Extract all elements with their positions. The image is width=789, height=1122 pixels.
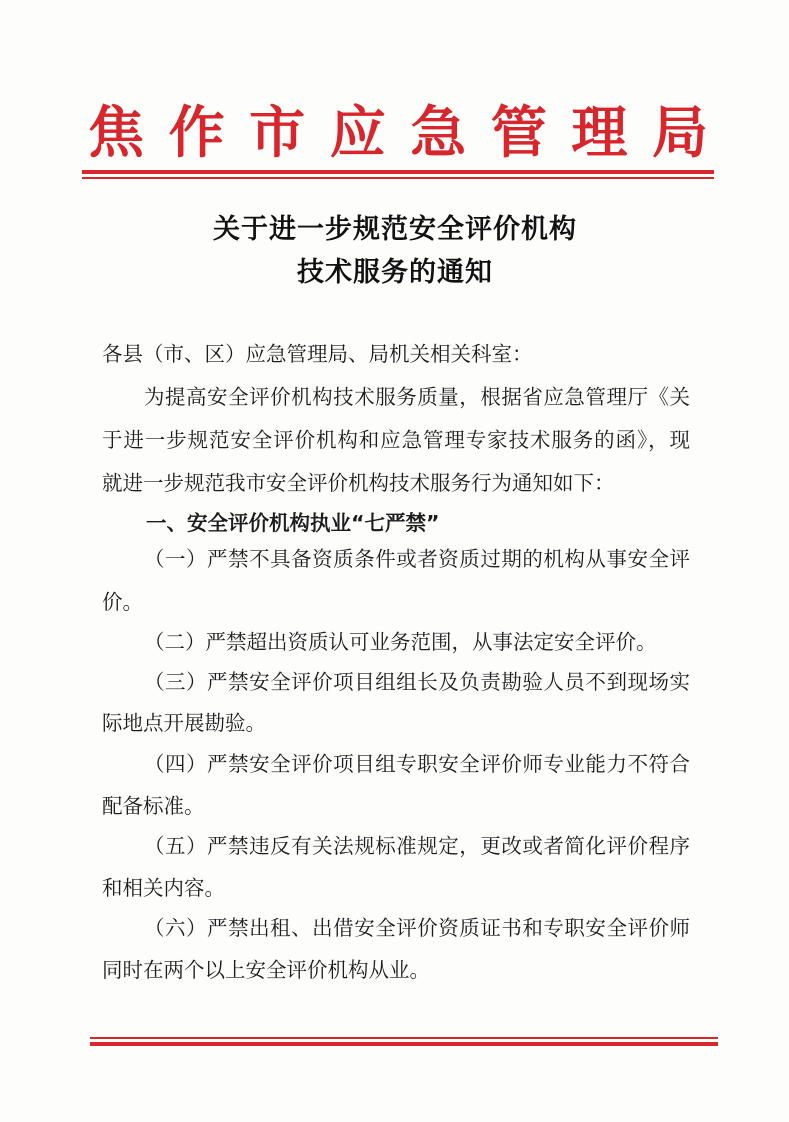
- item-line: 配备标准。: [102, 794, 205, 818]
- item-line: 和相关内容。: [102, 876, 225, 900]
- document-title-line-2: 技术服务的通知: [297, 257, 493, 288]
- agency-char: 焦: [88, 100, 144, 166]
- header-divider-thin: [82, 177, 714, 179]
- item-line: 际地点开展勘验。: [102, 711, 266, 735]
- agency-char: 理: [571, 100, 628, 166]
- section-heading: 一、安全评价机构执业“七严禁”: [146, 511, 440, 535]
- agency-char: 市: [249, 100, 306, 166]
- item-line: （三）严禁安全评价项目组组长及负责勘验人员不到现场实: [144, 670, 690, 694]
- item-line: （一）严禁不具备资质条件或者资质过期的机构从事安全评: [144, 547, 690, 571]
- agency-char: 管: [490, 100, 547, 166]
- item-line: （六）严禁出租、出借安全评价资质证书和专职安全评价师: [144, 916, 690, 940]
- footer-divider-thin: [90, 1037, 718, 1039]
- intro-line: 于进一步规范安全评价机构和应急管理专家技术服务的函》，现: [102, 428, 690, 452]
- agency-char: 急: [410, 100, 467, 166]
- salutation: 各县（市、区）应急管理局、局机关相关科室：: [102, 342, 533, 366]
- item-line: 同时在两个以上安全评价机构从业。: [102, 958, 430, 982]
- intro-line: 为提高安全评价机构技术服务质量，根据省应急管理厅《关: [144, 385, 690, 409]
- item-line: （二）严禁超出资质认可业务范围，从事法定安全评价。: [144, 630, 657, 654]
- item-line: （五）严禁违反有关法规标准规定，更改或者简化评价程序: [144, 834, 690, 858]
- header-divider-thick: [82, 170, 714, 174]
- agency-char: 作: [168, 100, 225, 166]
- issuing-agency-header: [88, 98, 708, 168]
- item-line: 价。: [102, 590, 143, 614]
- intro-line: 就进一步规范我市安全评价机构技术服务行为通知如下：: [102, 471, 615, 495]
- document-title-line-1: 关于进一步规范安全评价机构: [213, 214, 577, 245]
- item-line: （四）严禁安全评价项目组专职安全评价师专业能力不符合: [144, 752, 690, 776]
- agency-char: 应: [329, 100, 386, 166]
- footer-divider-thick: [90, 1042, 718, 1046]
- agency-char: 局: [651, 100, 708, 166]
